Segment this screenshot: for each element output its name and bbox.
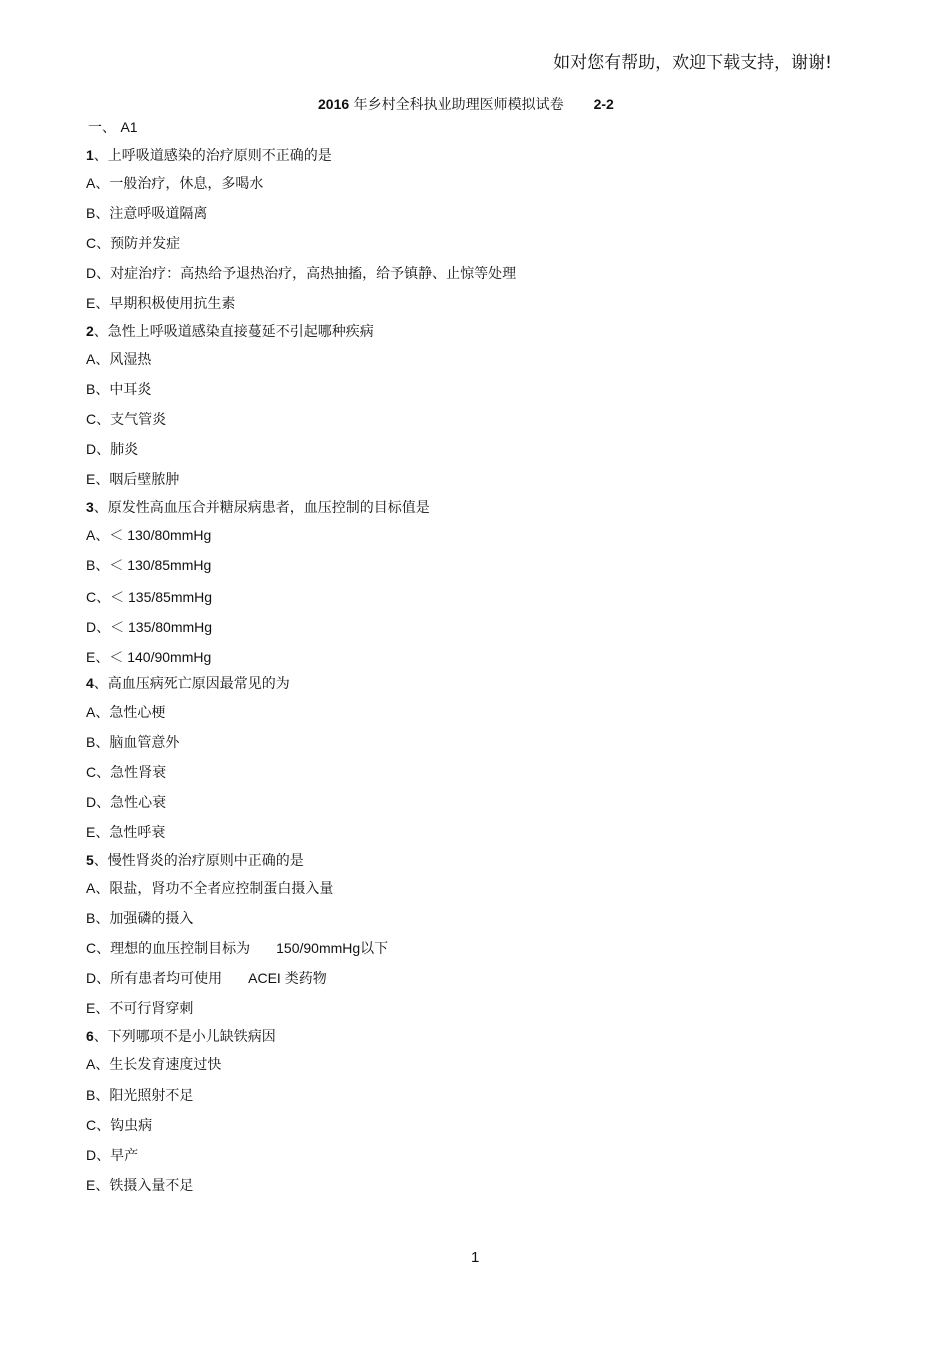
option-letter: A、 (86, 351, 110, 367)
option-text-post: ACEI 类药物 (248, 970, 327, 986)
section-label: A1 (120, 119, 138, 135)
option-6a (86, 1055, 221, 1074)
option-text: 急性呼衰 (109, 825, 166, 841)
option-text: 风湿热 (109, 352, 152, 368)
option-4c (86, 763, 166, 782)
option-text: 限盐，肾功不全者应控制蛋白摄入量 (109, 881, 334, 897)
option-letter: B、 (86, 734, 110, 750)
option-text: 不可行肾穿刺 (109, 1001, 194, 1017)
option-letter: E、 (86, 824, 110, 840)
option-4e (86, 823, 165, 842)
option-text: 肺炎 (110, 442, 139, 458)
option-1b (86, 204, 207, 223)
option-3d (86, 618, 212, 637)
option-letter: A、 (86, 704, 110, 720)
option-6e (86, 1176, 193, 1195)
option-1e (86, 294, 235, 313)
option-4d (86, 793, 166, 812)
option-text: 急性心衰 (110, 795, 167, 811)
option-letter: C、 (86, 940, 111, 956)
option-letter: E、 (86, 295, 110, 311)
option-1a (86, 174, 263, 193)
option-text: ＜ 130/80mmHg (109, 527, 212, 543)
option-letter: C、 (86, 589, 111, 605)
question-1 (86, 146, 332, 165)
option-3b (86, 556, 211, 575)
option-5c (86, 939, 388, 958)
option-6c (86, 1116, 152, 1135)
option-text: 阳光照射不足 (109, 1088, 194, 1104)
option-text: 咽后壁脓肿 (109, 472, 180, 488)
option-letter: B、 (86, 557, 110, 573)
question-number: 3 (86, 499, 94, 515)
option-text: 中耳炎 (109, 382, 152, 398)
option-letter: A、 (86, 527, 110, 543)
title-year: 2016 (318, 96, 350, 112)
option-text: 急性心梗 (109, 705, 166, 721)
title-code: 2-2 (593, 96, 614, 112)
option-text: 支气管炎 (110, 412, 167, 428)
option-letter: B、 (86, 910, 110, 926)
exam-title (318, 94, 614, 114)
option-3a (86, 526, 211, 545)
question-5 (86, 851, 304, 870)
question-number: 5 (86, 852, 94, 868)
option-text-pre: 所有患者均可使用 (110, 971, 223, 987)
option-1d (86, 264, 516, 283)
option-letter: D、 (86, 970, 111, 986)
option-text: 注意呼吸道隔离 (109, 206, 208, 222)
question-3 (86, 498, 430, 517)
question-text: 、下列哪项不是小儿缺铁病因 (93, 1029, 276, 1045)
option-text: 预防并发症 (110, 236, 181, 252)
option-2b (86, 380, 151, 399)
option-letter: C、 (86, 235, 111, 251)
option-text: 生长发育速度过快 (109, 1057, 222, 1073)
question-6 (86, 1027, 276, 1046)
option-3e (86, 648, 211, 667)
option-6d (86, 1146, 138, 1165)
option-letter: C、 (86, 411, 111, 427)
option-letter: D、 (86, 265, 111, 281)
option-text: ＜ 135/80mmHg (110, 619, 213, 635)
question-4 (86, 674, 290, 693)
option-letter: D、 (86, 619, 111, 635)
option-text: 铁摄入量不足 (109, 1178, 194, 1194)
question-number: 2 (86, 323, 94, 339)
option-text: 早产 (110, 1148, 139, 1164)
question-text: 、慢性肾炎的治疗原则中正确的是 (93, 853, 304, 869)
option-letter: B、 (86, 205, 110, 221)
option-text-pre: 理想的血压控制目标为 (110, 941, 251, 957)
option-text: ＜ 135/85mmHg (110, 589, 213, 605)
question-text: 、急性上呼吸道感染直接蔓延不引起哪种疾病 (93, 324, 374, 340)
option-letter: C、 (86, 1117, 111, 1133)
option-letter: D、 (86, 1147, 111, 1163)
option-text: 加强磷的摄入 (109, 911, 194, 927)
option-3c (86, 588, 212, 607)
question-number: 4 (86, 675, 94, 691)
question-text: 、原发性高血压合并糖尿病患者，血压控制的目标值是 (93, 500, 430, 516)
option-letter: A、 (86, 175, 110, 191)
option-text-post: 150/90mmHg以下 (276, 940, 389, 956)
option-letter: B、 (86, 381, 110, 397)
option-text: ＜ 140/90mmHg (109, 649, 212, 665)
option-2a (86, 350, 151, 369)
option-text: 钩虫病 (110, 1118, 153, 1134)
option-2c (86, 410, 166, 429)
section-prefix: 一、 (88, 120, 116, 136)
question-text: 、上呼吸道感染的治疗原则不正确的是 (93, 148, 332, 164)
question-text: 、高血压病死亡原因最常见的为 (93, 676, 290, 692)
page-number: 1 (471, 1249, 480, 1266)
option-text: 对症治疗：高热给予退热治疗，高热抽搐，给予镇静、止惊等处理 (110, 266, 517, 282)
option-5a (86, 879, 333, 898)
option-4b (86, 733, 179, 752)
question-number: 6 (86, 1028, 94, 1044)
option-text: ＜ 130/85mmHg (109, 557, 212, 573)
option-5e (86, 999, 193, 1018)
option-5d (86, 969, 327, 988)
option-text: 一般治疗，休息，多喝水 (109, 176, 264, 192)
option-6b (86, 1086, 193, 1105)
question-2 (86, 322, 374, 341)
option-letter: E、 (86, 649, 110, 665)
option-letter: A、 (86, 880, 110, 896)
option-text: 脑血管意外 (109, 735, 180, 751)
option-letter: B、 (86, 1087, 110, 1103)
section-heading (88, 117, 138, 137)
option-1c (86, 234, 180, 253)
option-letter: E、 (86, 1000, 110, 1016)
option-2d (86, 440, 138, 459)
option-letter: D、 (86, 441, 111, 457)
header-note: 如对您有帮助，欢迎下载支持，谢谢! (553, 53, 832, 73)
title-text: 年乡村全科执业助理医师模拟试卷 (353, 97, 564, 113)
option-letter: A、 (86, 1056, 110, 1072)
option-text: 急性肾衰 (110, 765, 167, 781)
question-number: 1 (86, 147, 94, 163)
option-letter: E、 (86, 471, 110, 487)
option-letter: D、 (86, 794, 111, 810)
option-text: 早期积极使用抗生素 (109, 296, 236, 312)
option-2e (86, 470, 179, 489)
option-letter: E、 (86, 1177, 110, 1193)
option-4a (86, 703, 165, 722)
option-5b (86, 909, 193, 928)
option-letter: C、 (86, 764, 111, 780)
